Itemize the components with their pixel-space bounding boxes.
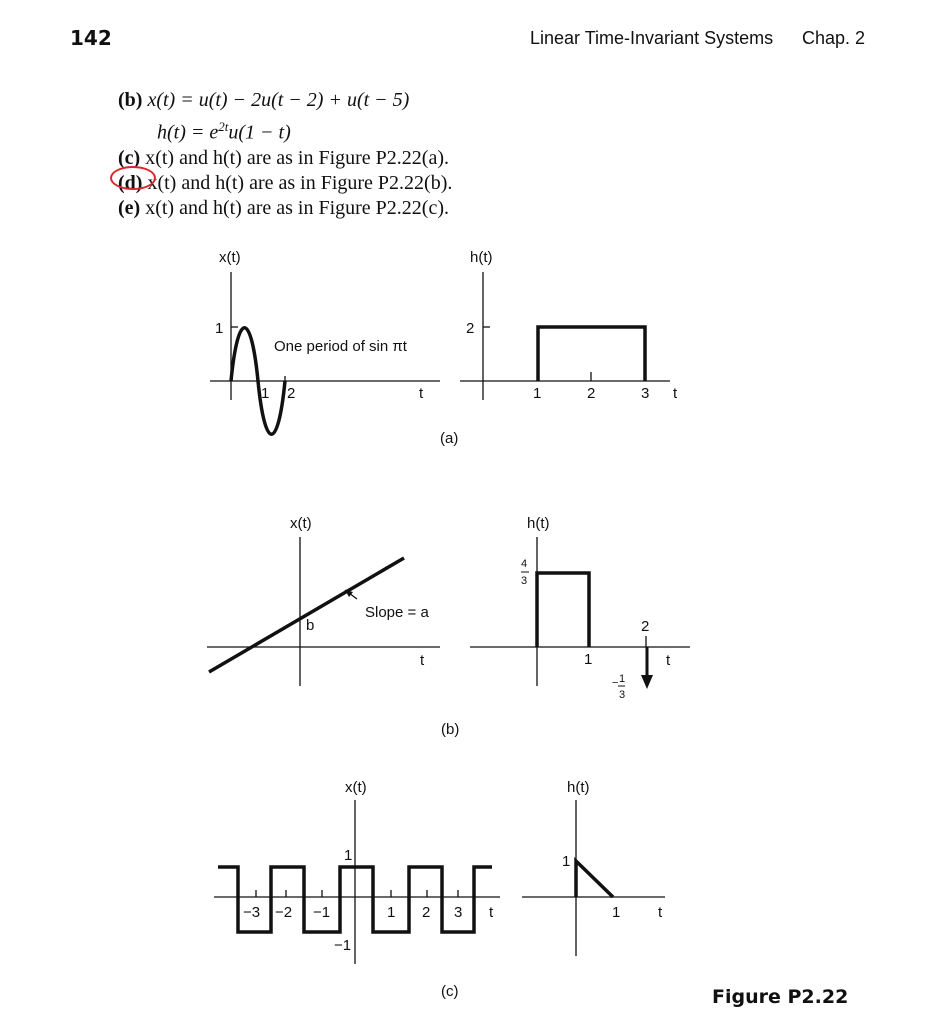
figure-a-x-tick-2: 2 bbox=[287, 385, 296, 402]
rect-pulse bbox=[537, 573, 589, 647]
problem-e-label: (e) bbox=[118, 196, 141, 219]
page-number: 142 bbox=[70, 26, 112, 50]
problem-e-text: x(t) and h(t) are as in Figure P2.22(c). bbox=[145, 196, 450, 219]
figure-a-h-axis-label: t bbox=[673, 385, 678, 402]
figure-a-x-axis-label: t bbox=[419, 385, 424, 402]
figure-a-h-tick-2: 2 bbox=[587, 385, 596, 402]
figure-c-x-tick-neg3: −3 bbox=[243, 904, 261, 921]
figure-a-h-plot bbox=[460, 272, 670, 400]
figure-c-h-ytick: 1 bbox=[562, 853, 571, 870]
figure-c-x-bottom: −1 bbox=[334, 937, 352, 954]
figure-b-h-height-num: 4 bbox=[521, 558, 528, 570]
figure-c-h-title: h(t) bbox=[567, 779, 590, 796]
figure-b-h-tick: 1 bbox=[584, 651, 593, 668]
figure-b-x-axis-label: t bbox=[420, 652, 425, 669]
figure-a-caption: (a) bbox=[440, 430, 459, 447]
problem-b-label: (b) bbox=[118, 89, 143, 111]
problem-c-label: (c) bbox=[118, 146, 141, 169]
figure-c-h-plot bbox=[522, 800, 665, 956]
figure-a-h-ytick: 2 bbox=[466, 320, 475, 337]
figure-b-h-height-den: 3 bbox=[521, 575, 528, 587]
figure-a-x-title: x(t) bbox=[219, 249, 241, 266]
chapter-label: Chap. 2 bbox=[802, 28, 866, 48]
problem-b-h-pre: h(t) = e bbox=[157, 121, 219, 144]
problem-c-text: x(t) and h(t) are as in Figure P2.22(a). bbox=[145, 146, 450, 169]
figure-a-h-title: h(t) bbox=[470, 249, 493, 266]
problem-b-h-post: u(1 − t) bbox=[228, 121, 291, 144]
figure-b-h-title: h(t) bbox=[527, 515, 550, 532]
problem-d-text: x(t) and h(t) are as in Figure P2.22(b). bbox=[147, 171, 453, 194]
figure-c-x-tick-neg2: −2 bbox=[275, 904, 293, 921]
figure-b-impulse-num: 1 bbox=[619, 673, 626, 685]
figure-b-slope-label: Slope = a bbox=[365, 604, 429, 621]
figure-c-h-axis-label: t bbox=[658, 904, 663, 921]
figure-c-x-tick-3: 3 bbox=[454, 904, 463, 921]
figure-b-h-plot bbox=[470, 537, 690, 689]
figure-a-annotation: One period of sin πt bbox=[274, 338, 407, 355]
figure-c-x-top: 1 bbox=[344, 847, 353, 864]
figure-b-h-axis-label: t bbox=[666, 652, 671, 669]
figure-c-x-axis-label: t bbox=[489, 904, 494, 921]
figure-b-intercept: b bbox=[306, 617, 315, 634]
figure-a-x-ytick: 1 bbox=[215, 320, 224, 337]
problem-b-line1: x(t) = u(t) − 2u(t − 2) + u(t − 5) bbox=[147, 89, 410, 111]
problem-b-h-exponent: 2t bbox=[218, 119, 229, 134]
figure-c-x-tick-neg1: −1 bbox=[313, 904, 331, 921]
triangle-ramp bbox=[576, 861, 613, 897]
figure-c-x-plot bbox=[214, 800, 500, 964]
figure-c-caption: (c) bbox=[441, 983, 459, 1000]
figure-a-h-tick-3: 3 bbox=[641, 385, 650, 402]
figure-b-x-title: x(t) bbox=[290, 515, 312, 532]
figure-a-x-tick-1: 1 bbox=[261, 385, 270, 402]
figure-b-impulse-pos: 2 bbox=[641, 618, 650, 635]
figure-c-x-title: x(t) bbox=[345, 779, 367, 796]
figure-label: Figure P2.22 bbox=[712, 986, 849, 1008]
figure-a-h-tick-1: 1 bbox=[533, 385, 542, 402]
figure-c-x-tick-2: 2 bbox=[422, 904, 431, 921]
figure-c-x-tick-1: 1 bbox=[387, 904, 396, 921]
impulse-arrow-head bbox=[641, 675, 653, 689]
figure-b-impulse-den: 3 bbox=[619, 689, 626, 701]
figure-c-h-tick: 1 bbox=[612, 904, 621, 921]
figure-b-impulse-sign: − bbox=[612, 677, 619, 689]
figure-b-caption: (b) bbox=[441, 721, 460, 738]
problem-d-label: (d) bbox=[118, 171, 143, 194]
running-title: Linear Time-Invariant Systems bbox=[530, 28, 774, 48]
